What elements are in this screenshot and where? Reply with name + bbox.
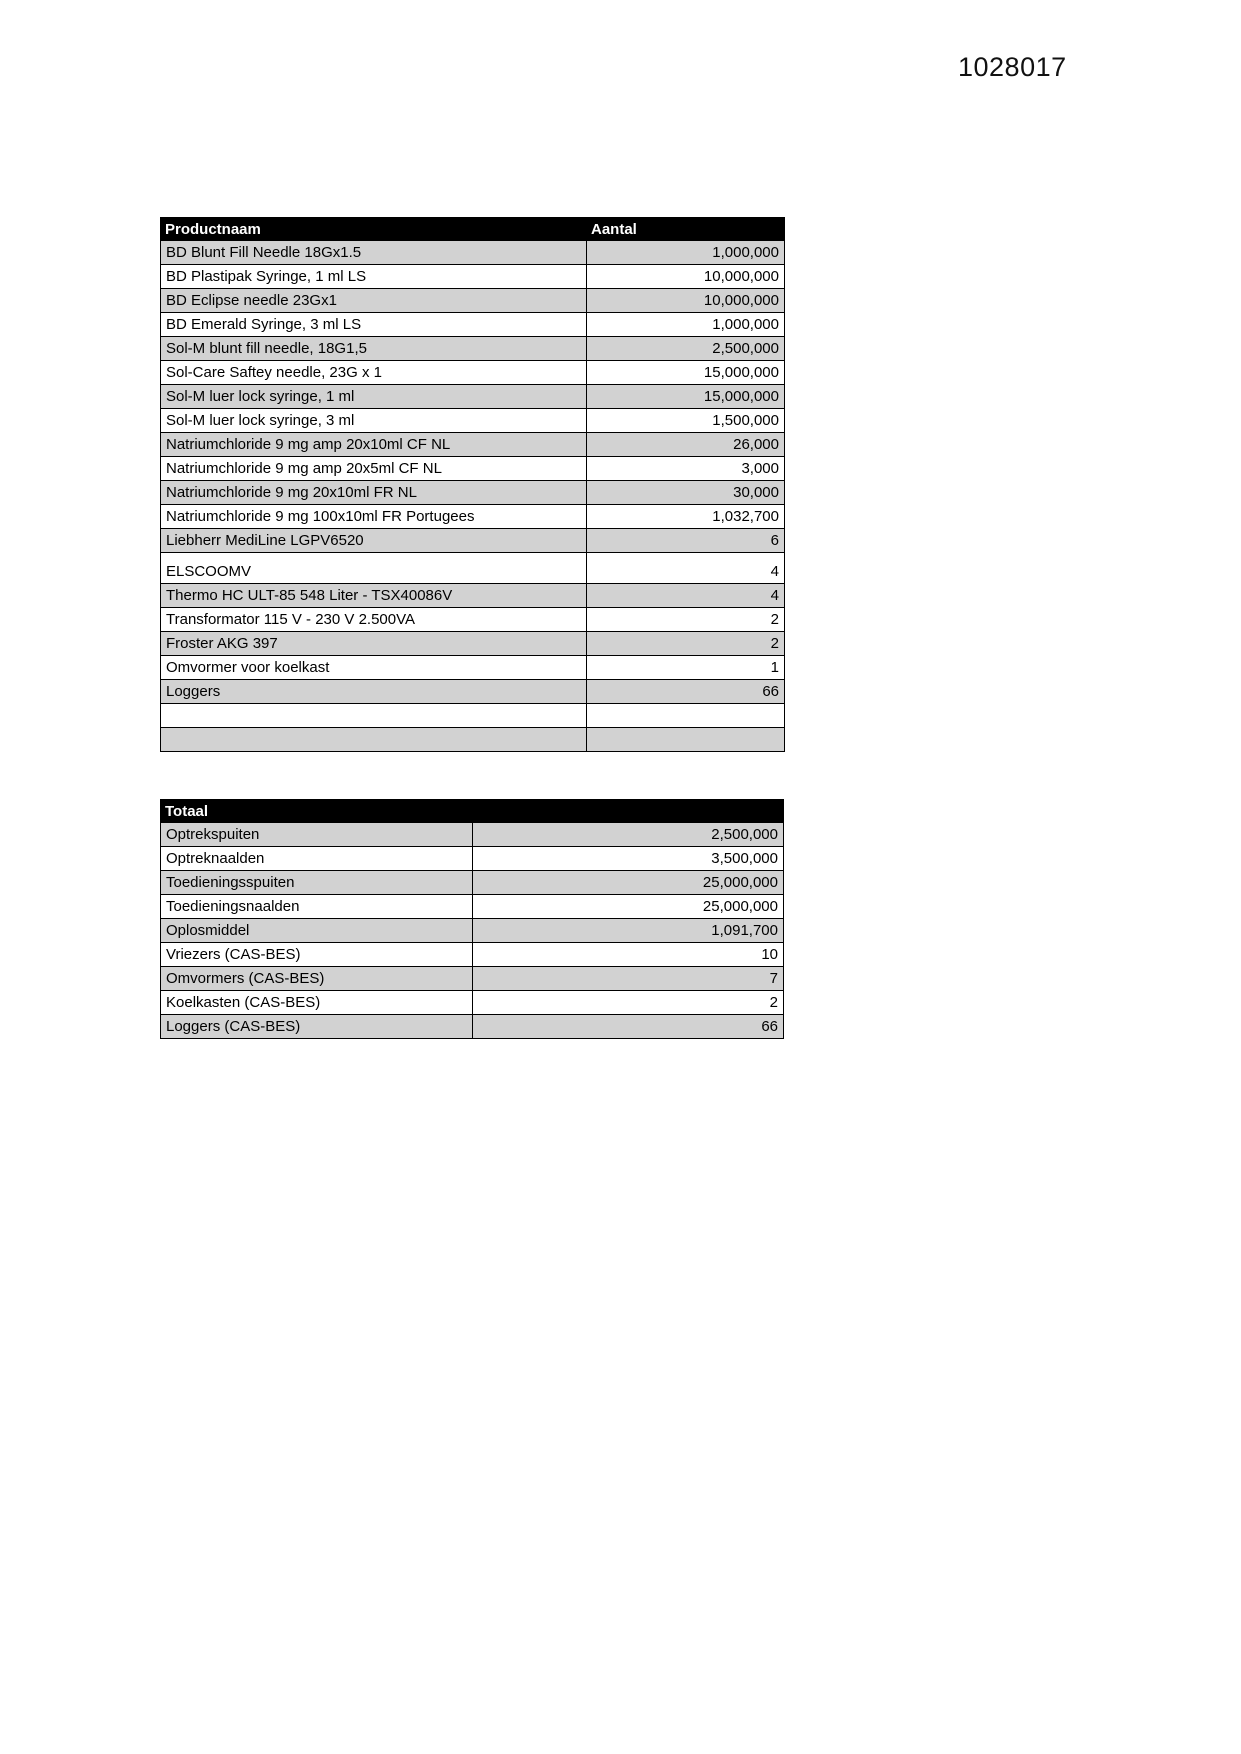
table-row xyxy=(161,919,784,943)
item-name-cell: Liebherr MediLine LGPV6520 xyxy=(161,529,587,553)
table-row xyxy=(161,457,785,481)
table-row xyxy=(161,871,784,895)
item-name-cell: Natriumchloride 9 mg amp 20x10ml CF NL xyxy=(161,433,587,457)
item-name-cell: Omvormer voor koelkast xyxy=(161,656,587,680)
page-number: 1028017 xyxy=(958,52,1067,82)
item-name-cell: ELSCOOMV xyxy=(161,553,587,584)
col-header-totaal: Totaal xyxy=(161,800,784,823)
table-row xyxy=(161,728,785,752)
item-name-cell xyxy=(161,728,587,752)
quantity-cell: 3,500,000 xyxy=(472,847,784,871)
quantity-cell: 6 xyxy=(587,529,785,553)
header-row xyxy=(161,800,784,823)
quantity-cell: 25,000,000 xyxy=(472,871,784,895)
quantity-cell: 26,000 xyxy=(587,433,785,457)
item-name-cell: Thermo HC ULT-85 548 Liter - TSX40086V xyxy=(161,584,587,608)
table-row xyxy=(161,1015,784,1039)
item-name-cell: Oplosmiddel xyxy=(161,919,473,943)
quantity-cell: 4 xyxy=(587,553,785,584)
table-row xyxy=(161,943,784,967)
item-name-cell: Natriumchloride 9 mg 20x10ml FR NL xyxy=(161,481,587,505)
totals-table-body xyxy=(161,823,784,1039)
header-row xyxy=(161,218,785,241)
item-name-cell: Vriezers (CAS-BES) xyxy=(161,943,473,967)
table-row xyxy=(161,385,785,409)
table-row xyxy=(161,337,785,361)
col-header-aantal: Aantal xyxy=(587,218,785,241)
quantity-cell: 1,500,000 xyxy=(587,409,785,433)
quantity-cell: 2 xyxy=(587,608,785,632)
item-name-cell: Optreknaalden xyxy=(161,847,473,871)
quantity-cell: 1,000,000 xyxy=(587,241,785,265)
table-row xyxy=(161,265,785,289)
item-name-cell: Froster AKG 397 xyxy=(161,632,587,656)
item-name-cell: BD Blunt Fill Needle 18Gx1.5 xyxy=(161,241,587,265)
quantity-cell: 66 xyxy=(472,1015,784,1039)
quantity-cell: 10,000,000 xyxy=(587,289,785,313)
item-name-cell: Sol-M luer lock syringe, 1 ml xyxy=(161,385,587,409)
item-name-cell: Toedieningsnaalden xyxy=(161,895,473,919)
item-name-cell: Sol-M blunt fill needle, 18G1,5 xyxy=(161,337,587,361)
quantity-cell: 15,000,000 xyxy=(587,385,785,409)
table-row xyxy=(161,584,785,608)
quantity-cell: 1,032,700 xyxy=(587,505,785,529)
table-row xyxy=(161,361,785,385)
item-name-cell: BD Eclipse needle 23Gx1 xyxy=(161,289,587,313)
item-name-cell: Omvormers (CAS-BES) xyxy=(161,967,473,991)
quantity-cell: 3,000 xyxy=(587,457,785,481)
table-row xyxy=(161,505,785,529)
table-row xyxy=(161,608,785,632)
item-name-cell: Optrekspuiten xyxy=(161,823,473,847)
quantity-cell xyxy=(587,704,785,728)
table-row xyxy=(161,991,784,1015)
product-table-body xyxy=(161,241,785,752)
item-name-cell: Natriumchloride 9 mg 100x10ml FR Portugees xyxy=(161,505,587,529)
product-table-header xyxy=(161,218,785,241)
table-row xyxy=(161,823,784,847)
quantity-cell xyxy=(587,728,785,752)
quantity-cell: 2,500,000 xyxy=(587,337,785,361)
table-row xyxy=(161,553,785,584)
quantity-cell: 30,000 xyxy=(587,481,785,505)
table-row xyxy=(161,895,784,919)
table-row xyxy=(161,680,785,704)
table-row xyxy=(161,313,785,337)
item-name-cell: BD Plastipak Syringe, 1 ml LS xyxy=(161,265,587,289)
table-row xyxy=(161,967,784,991)
quantity-cell: 10 xyxy=(472,943,784,967)
table-row xyxy=(161,409,785,433)
table-row xyxy=(161,847,784,871)
totals-table xyxy=(160,799,784,1039)
item-name-cell: Toedieningsspuiten xyxy=(161,871,473,895)
quantity-cell: 1,091,700 xyxy=(472,919,784,943)
quantity-cell: 1,000,000 xyxy=(587,313,785,337)
item-name-cell: Loggers xyxy=(161,680,587,704)
table-row xyxy=(161,656,785,680)
table-row xyxy=(161,481,785,505)
quantity-cell: 7 xyxy=(472,967,784,991)
item-name-cell: Transformator 115 V - 230 V 2.500VA xyxy=(161,608,587,632)
table-row xyxy=(161,289,785,313)
quantity-cell: 2,500,000 xyxy=(472,823,784,847)
col-header-productnaam: Productnaam xyxy=(161,218,587,241)
table-row xyxy=(161,529,785,553)
quantity-cell: 2 xyxy=(472,991,784,1015)
table-row xyxy=(161,241,785,265)
quantity-cell: 15,000,000 xyxy=(587,361,785,385)
totals-table-header xyxy=(161,800,784,823)
table-row xyxy=(161,433,785,457)
quantity-cell: 10,000,000 xyxy=(587,265,785,289)
item-name-cell: BD Emerald Syringe, 3 ml LS xyxy=(161,313,587,337)
item-name-cell: Sol-M luer lock syringe, 3 ml xyxy=(161,409,587,433)
item-name-cell: Koelkasten (CAS-BES) xyxy=(161,991,473,1015)
item-name-cell: Loggers (CAS-BES) xyxy=(161,1015,473,1039)
quantity-cell: 2 xyxy=(587,632,785,656)
quantity-cell: 4 xyxy=(587,584,785,608)
quantity-cell: 25,000,000 xyxy=(472,895,784,919)
quantity-cell: 66 xyxy=(587,680,785,704)
table-row xyxy=(161,704,785,728)
item-name-cell: Natriumchloride 9 mg amp 20x5ml CF NL xyxy=(161,457,587,481)
quantity-cell: 1 xyxy=(587,656,785,680)
product-table xyxy=(160,217,785,752)
item-name-cell: Sol-Care Saftey needle, 23G x 1 xyxy=(161,361,587,385)
table-row xyxy=(161,632,785,656)
item-name-cell xyxy=(161,704,587,728)
